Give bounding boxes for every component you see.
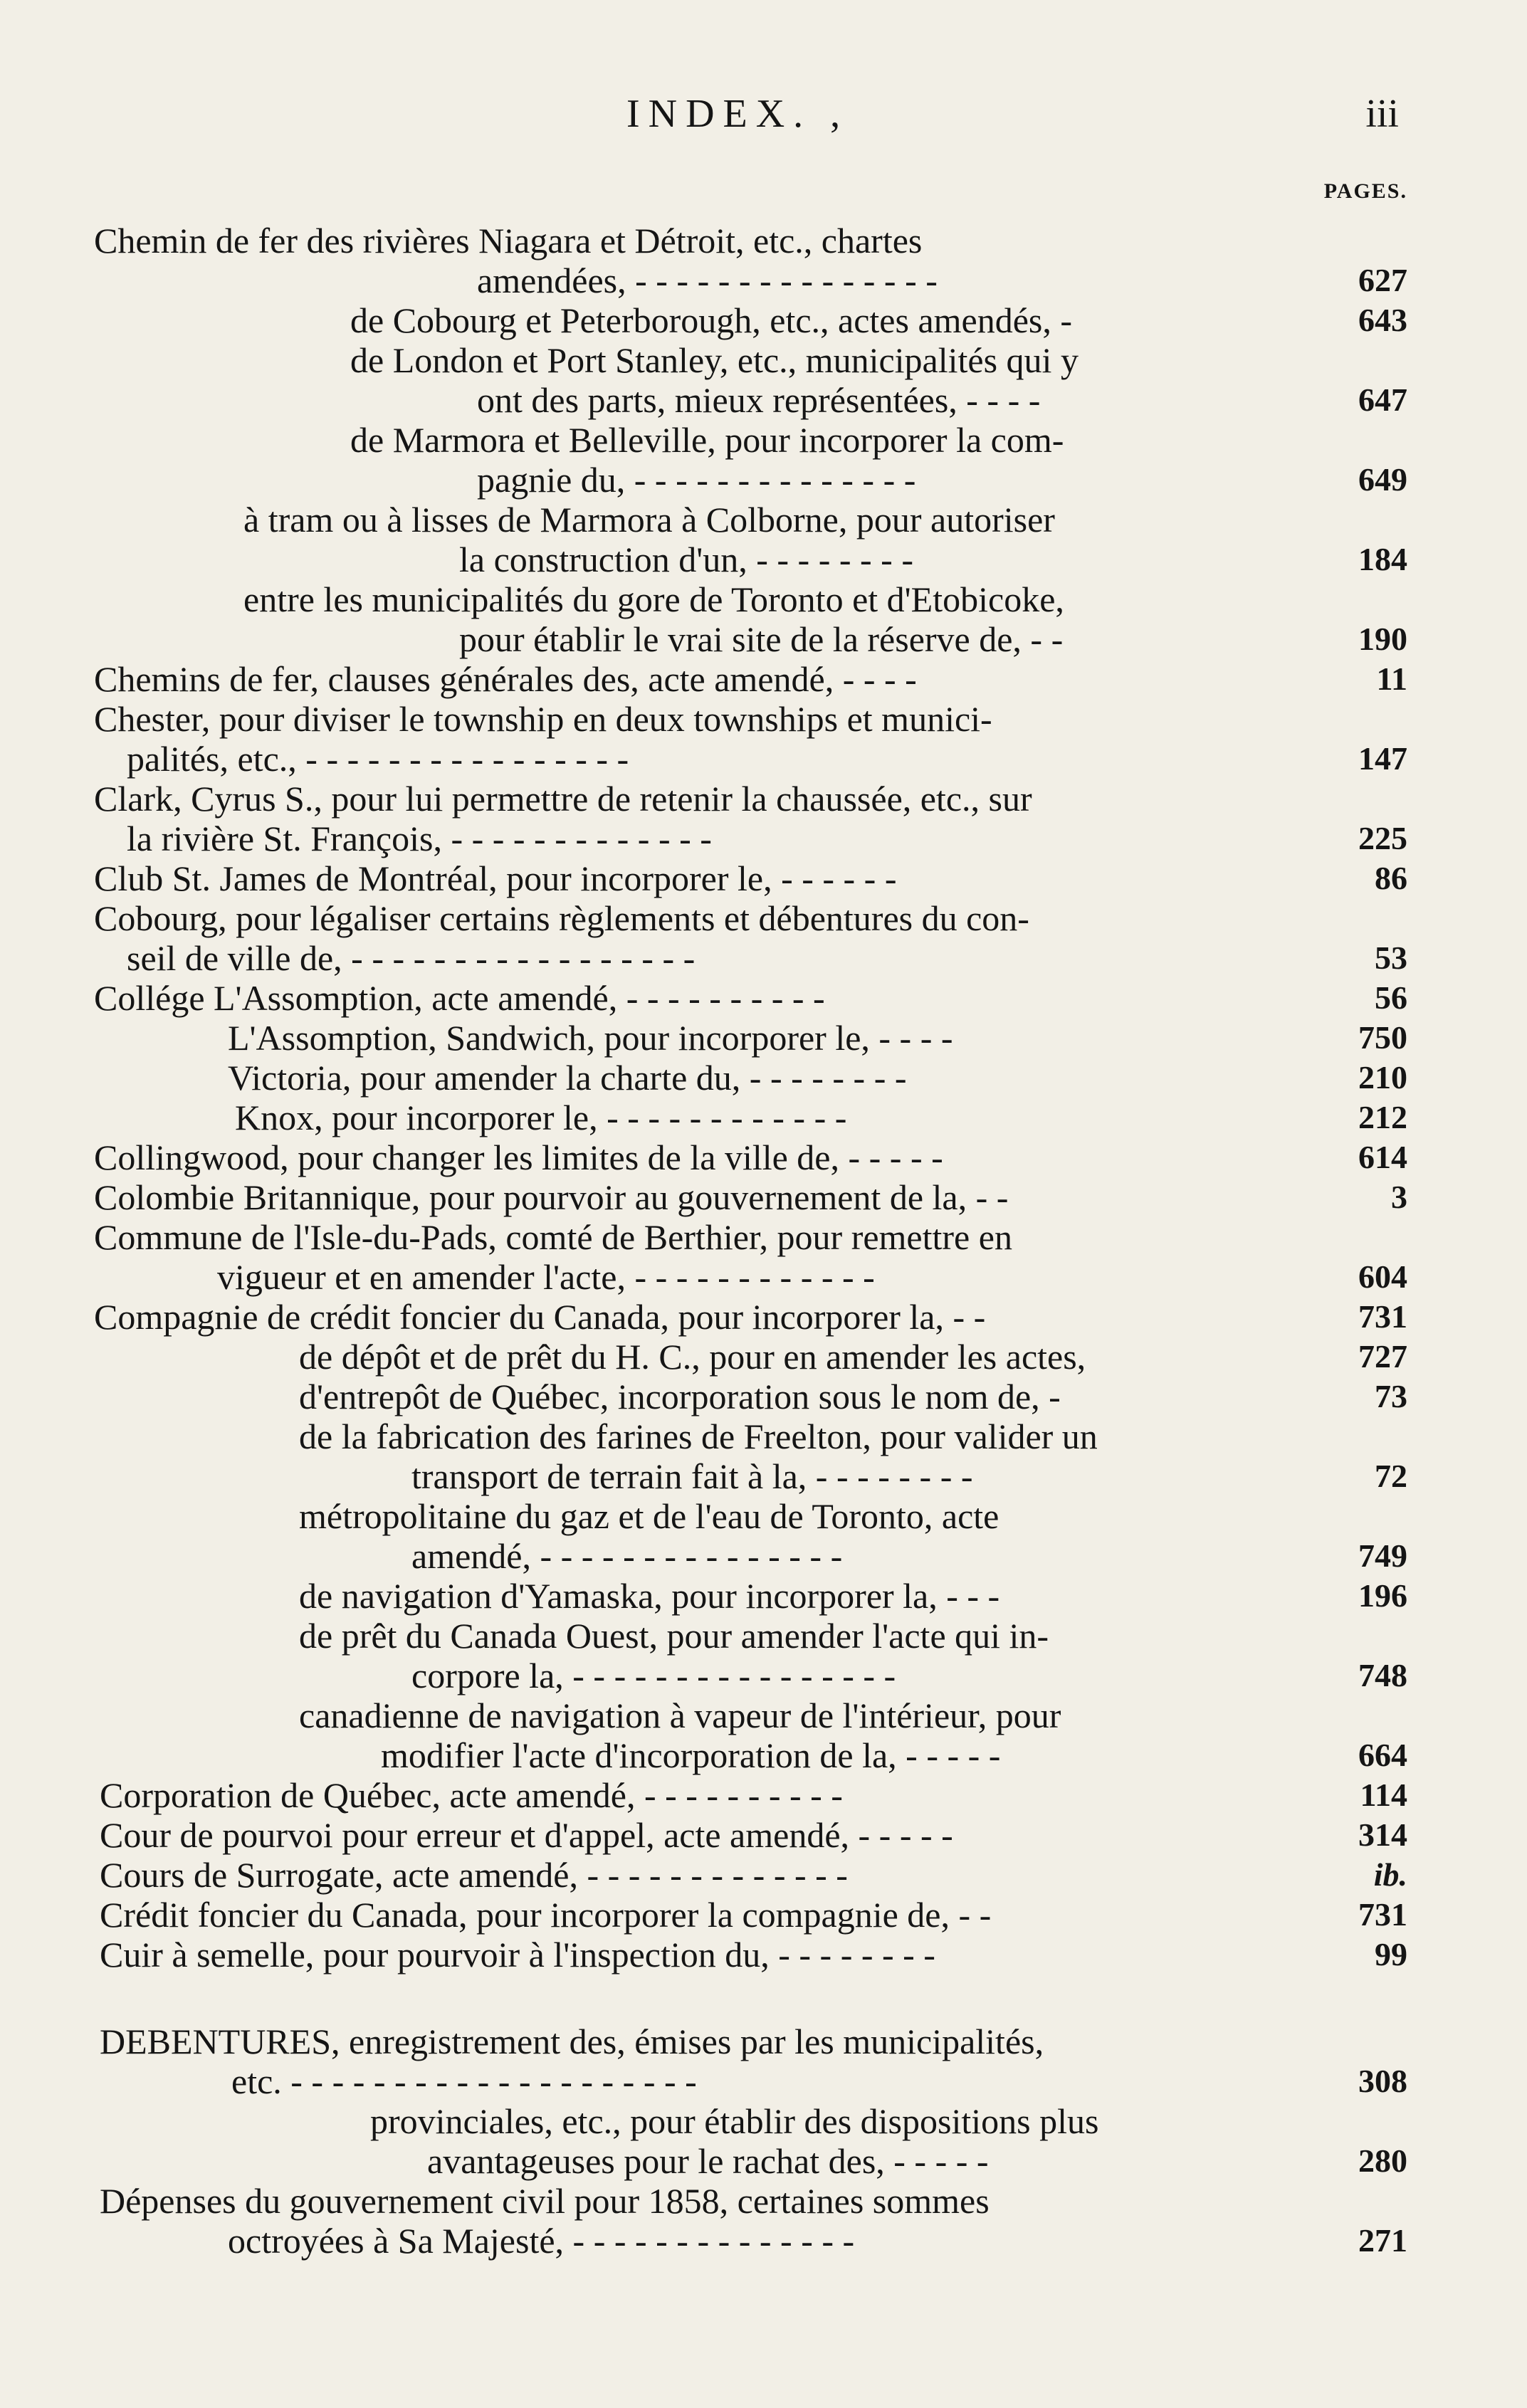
entry-page-ref: 11 (1376, 661, 1407, 697)
entry-line: Cour de pourvoi pour erreur et d'appel, acte amendé, - - - - - (100, 1815, 953, 1855)
entry-page-ref: 750 (1358, 1019, 1407, 1056)
entry-line: ont des parts, mieux représentées, - - - - (477, 380, 1041, 420)
entry-line: de London et Port Stanley, etc., municipalités qui y (350, 340, 1079, 380)
pages-column-label: PAGES. (1323, 179, 1407, 203)
entry-page-ref: 271 (1358, 2222, 1407, 2259)
page-number: iii (1365, 92, 1399, 136)
entry-page-ref: 86 (1375, 860, 1407, 896)
entry-page-ref: 748 (1358, 1657, 1407, 1693)
entry-line: Clark, Cyrus S., pour lui permettre de retenir la chaussée, etc., sur (94, 779, 1032, 819)
entry-page-ref: 184 (1358, 541, 1407, 577)
entry-line: Cours de Surrogate, acte amendé, - - - - - - - - - - - - - (100, 1855, 848, 1895)
index-title: INDEX. , (626, 92, 849, 136)
entry-line: L'Assomption, Sandwich, pour incorporer le, - - - - (228, 1018, 953, 1058)
entry-line: Cobourg, pour légaliser certains règlements et débentures du con- (94, 898, 1029, 938)
entry-line: modifier l'acte d'incorporation de la, - - - - - (381, 1735, 1001, 1775)
entry-page-ref: 627 (1358, 262, 1407, 298)
entry-line: de dépôt et de prêt du H. C., pour en amender les actes, (299, 1337, 1086, 1377)
entry-line: corpore la, - - - - - - - - - - - - - - - - (411, 1656, 896, 1695)
entry-line: Cuir à semelle, pour pourvoir à l'inspection du, - - - - - - - - (100, 1935, 935, 1975)
entry-line: Corporation de Québec, acte amendé, - - - - - - - - - - (100, 1775, 843, 1815)
entry-line: Commune de l'Isle-du-Pads, comté de Berthier, pour remettre en (94, 1217, 1012, 1257)
entry-page-ref: 604 (1358, 1258, 1407, 1295)
entry-line: Chemins de fer, clauses générales des, acte amendé, - - - - (94, 659, 917, 699)
entry-page-ref: 196 (1358, 1577, 1407, 1614)
entry-page-ref: 643 (1358, 302, 1407, 338)
entry-line: métropolitaine du gaz et de l'eau de Toronto, acte (299, 1496, 999, 1536)
entry-page-ref: 114 (1360, 1777, 1407, 1813)
entry-line: Club St. James de Montréal, pour incorporer le, - - - - - - (94, 858, 897, 898)
entry-line: etc. - - - - - - - - - - - - - - - - - - - - (231, 2061, 697, 2101)
entry-line: Collége L'Assomption, acte amendé, - - - - - - - - - - (94, 978, 825, 1018)
entry-line: d'entrepôt de Québec, incorporation sous le nom de, - (299, 1377, 1061, 1416)
page-header (0, 91, 1527, 148)
entry-page-ref: 649 (1358, 461, 1407, 498)
entry-line: palités, etc., - - - - - - - - - - - - - - - - (127, 739, 629, 779)
entry-line: à tram ou à lisses de Marmora à Colborne, pour autoriser (243, 500, 1055, 540)
entry-line: Chester, pour diviser le township en deux townships et munici- (94, 699, 992, 739)
entry-page-ref: 212 (1358, 1099, 1407, 1135)
entry-line: Knox, pour incorporer le, - - - - - - - - - - - - (235, 1098, 847, 1137)
entry-page-ref: 664 (1358, 1737, 1407, 1773)
entry-line: canadienne de navigation à vapeur de l'intérieur, pour (299, 1695, 1061, 1735)
entry-line: Victoria, pour amender la charte du, - - - - - - - - (228, 1058, 907, 1098)
entry-line: de la fabrication des farines de Freelton, pour valider un (299, 1416, 1098, 1456)
entry-line: vigueur et en amender l'acte, - - - - - - - - - - - - (217, 1257, 875, 1297)
entry-line: de prêt du Canada Ouest, pour amender l'acte qui in- (299, 1616, 1049, 1656)
entry-page-ref: 56 (1375, 979, 1407, 1016)
entry-line: Compagnie de crédit foncier du Canada, pour incorporer la, - - (94, 1297, 986, 1337)
entry-line: de Marmora et Belleville, pour incorporer la com- (350, 420, 1064, 460)
entry-line: provinciales, etc., pour établir des dispositions plus (370, 2101, 1099, 2141)
entry-page-ref: 731 (1358, 1298, 1407, 1335)
entry-line: Crédit foncier du Canada, pour incorporer la compagnie de, - - (100, 1895, 992, 1935)
entry-line: seil de ville de, - - - - - - - - - - - - - - - - - (127, 938, 696, 978)
entry-page-ref: 314 (1358, 1816, 1407, 1853)
entry-page-ref: 749 (1358, 1537, 1407, 1574)
entry-page-ref: 210 (1358, 1059, 1407, 1095)
entry-page-ref: 73 (1375, 1378, 1407, 1414)
entry-page-ref: 731 (1358, 1896, 1407, 1933)
entry-page-ref: 614 (1358, 1139, 1407, 1175)
entry-line: de Cobourg et Peterborough, etc., actes amendés, - (350, 300, 1073, 340)
entry-line: de navigation d'Yamaska, pour incorporer la, - - - (299, 1576, 1000, 1616)
entry-page-ref: 225 (1358, 820, 1407, 856)
entry-line: Dépenses du gouvernement civil pour 1858, certaines sommes (100, 2181, 990, 2221)
entry-line: pagnie du, - - - - - - - - - - - - - - (477, 460, 916, 500)
entry-line: amendées, - - - - - - - - - - - - - - - (477, 261, 938, 300)
entry-line: la construction d'un, - - - - - - - - (459, 540, 913, 579)
entry-line: transport de terrain fait à la, - - - - - - - - (411, 1456, 973, 1496)
entry-page-ref: 280 (1358, 2143, 1407, 2179)
entry-page-ref: 308 (1358, 2063, 1407, 2099)
entry-line: la rivière St. François, - - - - - - - - - - - - - (127, 819, 712, 858)
entry-page-ref: ib. (1373, 1856, 1407, 1893)
entry-line: DEBENTURES, enregistrement des, émises par les municipalités, (100, 2021, 1044, 2061)
entry-line: octroyées à Sa Majesté, - - - - - - - - - - - - - - (228, 2221, 855, 2261)
entry-page-ref: 727 (1358, 1338, 1407, 1374)
entry-page-ref: 3 (1391, 1179, 1407, 1215)
entry-line: entre les municipalités du gore de Toronto et d'Etobicoke, (243, 579, 1064, 619)
entry-line: Colombie Britannique, pour pourvoir au gouvernement de la, - - (94, 1177, 1009, 1217)
entry-page-ref: 99 (1375, 1936, 1407, 1972)
entry-line: amendé, - - - - - - - - - - - - - - - (411, 1536, 843, 1576)
entry-page-ref: 147 (1358, 740, 1407, 777)
entry-page-ref: 53 (1375, 940, 1407, 976)
entry-page-ref: 72 (1375, 1458, 1407, 1494)
entry-line: pour établir le vrai site de la réserve de, - - (459, 619, 1064, 659)
entry-page-ref: 190 (1358, 621, 1407, 657)
entry-line: Collingwood, pour changer les limites de la ville de, - - - - - (94, 1137, 943, 1177)
entry-line: Chemin de fer des rivières Niagara et Détroit, etc., chartes (94, 221, 923, 261)
entry-line: avantageuses pour le rachat des, - - - - - (427, 2141, 989, 2181)
entry-page-ref: 647 (1358, 382, 1407, 418)
